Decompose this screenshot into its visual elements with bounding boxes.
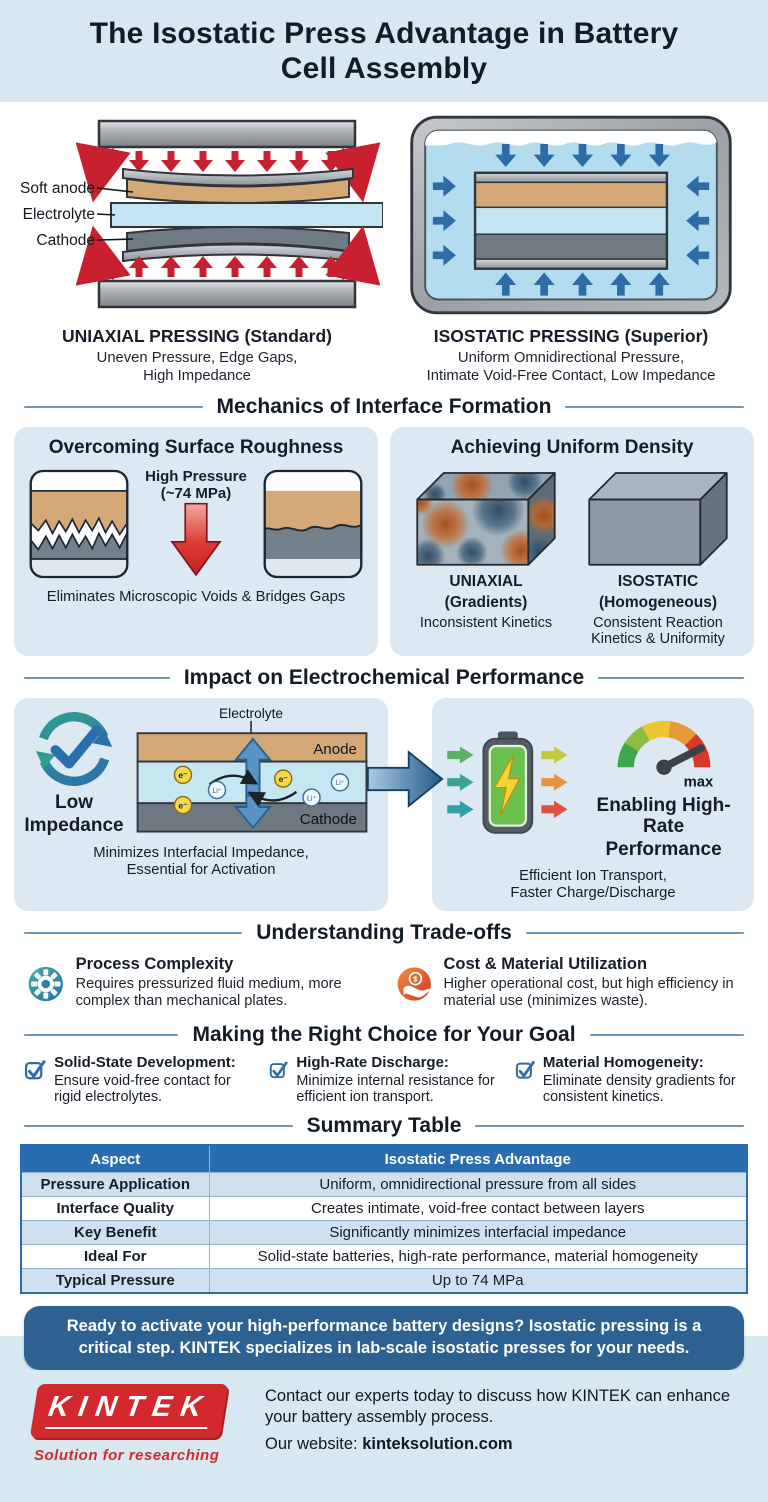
footer (0, 1370, 768, 1502)
cell-value: Solid-state batteries, high-rate performance, material homogeneity (209, 1245, 747, 1269)
uniaxial-title: UNIAXIAL PRESSING (Standard) (62, 326, 332, 346)
isostatic-column (384, 108, 758, 385)
tradeoff-text: Requires pressurized fluid medium, more complex than mechanical plates. (75, 975, 342, 1010)
electrolyte-layer (111, 203, 383, 227)
mechanics-cards (0, 427, 768, 656)
density-heading: Achieving Uniform Density (450, 437, 694, 459)
website-link[interactable]: kinteksolution.com (362, 1434, 513, 1453)
tradeoffs-title: Understanding Trade-offs (256, 920, 512, 944)
choice-text: Minimize internal resistance for efficient ion transport. (296, 1072, 495, 1106)
kintek-tagline: Solution for researching (34, 1446, 220, 1464)
label-soft-anode: Soft anode (20, 180, 95, 197)
cell-value: Up to 74 MPa (209, 1269, 747, 1294)
hand-dollar-icon (397, 955, 432, 1013)
svg-text:e⁻: e⁻ (278, 774, 288, 785)
divider-line (24, 932, 242, 934)
uniaxial-figure (11, 108, 383, 322)
svg-text:e⁻: e⁻ (178, 800, 188, 811)
cell-value: Creates intimate, void-free contact between layers (209, 1197, 747, 1221)
isostatic-title: ISOSTATIC PRESSING (Superior) (433, 326, 709, 346)
divider-line (598, 677, 744, 679)
uniaxial-subtitle-2: High Impedance (143, 368, 251, 385)
label-electrolyte-top: Electrolyte (219, 706, 284, 722)
uniaxial-density-col (400, 466, 572, 647)
cell-aspect: Pressure Application (21, 1173, 209, 1197)
high-pressure-label: High Pressure (145, 467, 247, 485)
divider-line (526, 932, 744, 934)
summary-section-heading (24, 1114, 744, 1138)
transition-arrow-icon (366, 744, 444, 814)
table-row (21, 1269, 747, 1294)
table-row (21, 1197, 747, 1221)
summary-table (20, 1144, 748, 1294)
website-label: Our website: (265, 1434, 363, 1453)
divider-line (590, 1034, 744, 1036)
mechanics-title: Mechanics of Interface Formation (216, 395, 552, 419)
cell-aspect: Typical Pressure (21, 1269, 209, 1294)
down-arrows (129, 151, 341, 172)
out-arrows (541, 746, 567, 817)
uniaxial-cube-caption: Inconsistent Kinetics (419, 614, 553, 631)
footer-contact-text: Contact our experts today to discuss how KINTEK can enhance your battery assembly process. (265, 1386, 730, 1426)
high-rate-caption-2: Faster Charge/Discharge (510, 884, 676, 901)
in-arrows (447, 746, 473, 817)
choice-homogeneity (515, 1055, 744, 1106)
tradeoffs-items (0, 953, 768, 1013)
ion-transport-diagram (130, 706, 374, 838)
checkbox-icon (515, 1055, 535, 1085)
roughness-card (14, 427, 378, 656)
cell-aspect: Ideal For (21, 1245, 209, 1269)
choice-text: Ensure void-free contact for rigid electrolytes. (54, 1072, 231, 1106)
choice-high-rate (269, 1055, 498, 1106)
table-row (21, 1245, 747, 1269)
label-electrolyte: Electrolyte (22, 206, 95, 223)
choices-items (0, 1055, 768, 1106)
gradient-cube (407, 466, 565, 570)
rough-interface-after (260, 466, 366, 582)
summary-title: Summary Table (306, 1114, 462, 1138)
impact-title: Impact on Electrochemical Performance (183, 666, 585, 690)
kintek-logo-text: KINTEK (45, 1391, 213, 1429)
svg-text:e⁻: e⁻ (178, 770, 188, 781)
col-header-advantage: Isostatic Press Advantage (209, 1145, 747, 1173)
tradeoff-title: Cost & Material Utilization (443, 954, 648, 973)
choice-solid-state (24, 1055, 253, 1106)
kintek-logo (34, 1384, 239, 1464)
svg-text:Li⁺: Li⁺ (212, 786, 222, 795)
impact-section-heading (24, 666, 744, 690)
gauge-icon (602, 706, 726, 794)
battery-icon (440, 726, 581, 842)
choice-title: Solid-State Development: (54, 1053, 236, 1071)
header-band (0, 0, 768, 102)
cell-stack (475, 173, 667, 269)
high-rate-caption-1: Efficient Ion Transport, (519, 867, 667, 884)
checkbox-icon (269, 1055, 288, 1085)
curved-arrow-left-top (98, 151, 115, 175)
cell-value: Significantly minimizes interfacial impedance (209, 1221, 747, 1245)
isostatic-cube-caption-1: Consistent Reaction (593, 614, 723, 631)
label-cathode: Cathode (36, 232, 95, 249)
isostatic-cube-label: ISOSTATIC (617, 573, 699, 591)
pressure-down-arrow (167, 502, 225, 580)
tradeoff-cost-utilization (397, 955, 740, 1013)
cell-aspect: Interface Quality (21, 1197, 209, 1221)
uniaxial-subtitle-1: Uneven Pressure, Edge Gaps, (96, 350, 298, 366)
leader-electrolyte (97, 214, 115, 215)
up-arrows (129, 256, 341, 277)
homogeneous-cube (579, 466, 737, 570)
svg-text:Li⁺: Li⁺ (306, 794, 317, 803)
high-rate-heading-2: Performance (605, 838, 722, 860)
gear-icon (28, 955, 64, 1013)
density-card (390, 427, 754, 656)
uniaxial-column (10, 108, 384, 385)
cta-section (0, 1294, 768, 1370)
table-header-row (21, 1145, 747, 1173)
checkbox-icon (24, 1055, 46, 1085)
divider-line (24, 677, 170, 679)
high-rate-heading-1: Enabling High-Rate (596, 795, 731, 838)
cta-banner: Ready to activate your high-performance battery designs? Isostatic pressing is a critical step. KINTEK specializes in lab-scale isostatic presses for your needs. (24, 1306, 744, 1370)
mechanics-section-heading (24, 395, 744, 419)
curved-arrow-left-bottom (98, 253, 115, 277)
isostatic-cube-caption-2: Kinetics & Uniformity (591, 630, 725, 647)
high-rate-card (432, 698, 754, 911)
table-row (21, 1221, 747, 1245)
impedance-caption-1: Minimizes Interfacial Impedance, (93, 845, 309, 862)
impedance-caption-2: Essential for Activation (126, 862, 276, 879)
tradeoff-title: Process Complexity (75, 954, 234, 973)
uniaxial-cube-label: UNIAXIAL (449, 573, 523, 591)
label-cathode: Cathode (299, 811, 357, 829)
top-plate (99, 121, 355, 147)
divider-line (24, 406, 203, 408)
pressure-value-label: (~74 MPa) (160, 485, 232, 503)
col-header-aspect: Aspect (21, 1145, 209, 1173)
kintek-logo-box (30, 1384, 229, 1438)
isostatic-subtitle-2: Intimate Void-Free Contact, Low Impedance (426, 368, 716, 385)
impact-cards (0, 698, 768, 911)
divider-line (475, 1125, 744, 1127)
isostatic-density-col (572, 466, 744, 647)
isostatic-cube-sub: (Homogeneous) (599, 593, 717, 611)
choice-text: Eliminate density gradients for consistent kinetics. (542, 1072, 736, 1106)
low-impedance-heading-2: Impedance (24, 815, 124, 837)
page-title: The Isostatic Press Advantage in Battery Cell Assembly (89, 16, 679, 85)
dollar-symbol: $ (413, 974, 418, 984)
divider-line (565, 406, 744, 408)
isostatic-figure (406, 108, 736, 322)
divider-line (24, 1125, 293, 1127)
table-row (21, 1173, 747, 1197)
check-cycle-icon (32, 707, 116, 791)
choice-title: High-Rate Discharge: (296, 1053, 449, 1071)
cell-value: Uniform, omnidirectional pressure from all sides (209, 1173, 747, 1197)
bottom-plate (99, 281, 355, 307)
svg-text:Li⁺: Li⁺ (335, 779, 345, 788)
press-comparison-section (0, 102, 768, 385)
divider-line (24, 1034, 178, 1036)
roughness-heading: Overcoming Surface Roughness (48, 437, 344, 459)
choices-section-heading (24, 1023, 744, 1047)
tradeoff-process-complexity (28, 955, 371, 1013)
uniaxial-cube-sub: (Gradients) (444, 593, 528, 611)
roughness-caption: Eliminates Microscopic Voids & Bridges Gaps (46, 589, 346, 606)
rough-interface-before (26, 466, 132, 582)
gauge-max-label: max (683, 774, 713, 791)
uniaxial-press-diagram (11, 117, 383, 313)
choice-title: Material Homogeneity: (542, 1053, 704, 1071)
low-impedance-card (14, 698, 388, 911)
leader-cathode (97, 239, 133, 240)
cell-aspect: Key Benefit (21, 1221, 209, 1245)
isostatic-press-diagram (406, 113, 736, 317)
label-anode: Anode (313, 741, 357, 759)
tradeoff-text: Higher operational cost, but high efficiency in material use (minimizes waste). (443, 975, 734, 1010)
tradeoffs-section-heading (24, 921, 744, 945)
isostatic-subtitle-1: Uniform Omnidirectional Pressure, (457, 350, 685, 366)
choices-title: Making the Right Choice for Your Goal (192, 1022, 576, 1046)
low-impedance-heading-1: Low (55, 792, 93, 814)
